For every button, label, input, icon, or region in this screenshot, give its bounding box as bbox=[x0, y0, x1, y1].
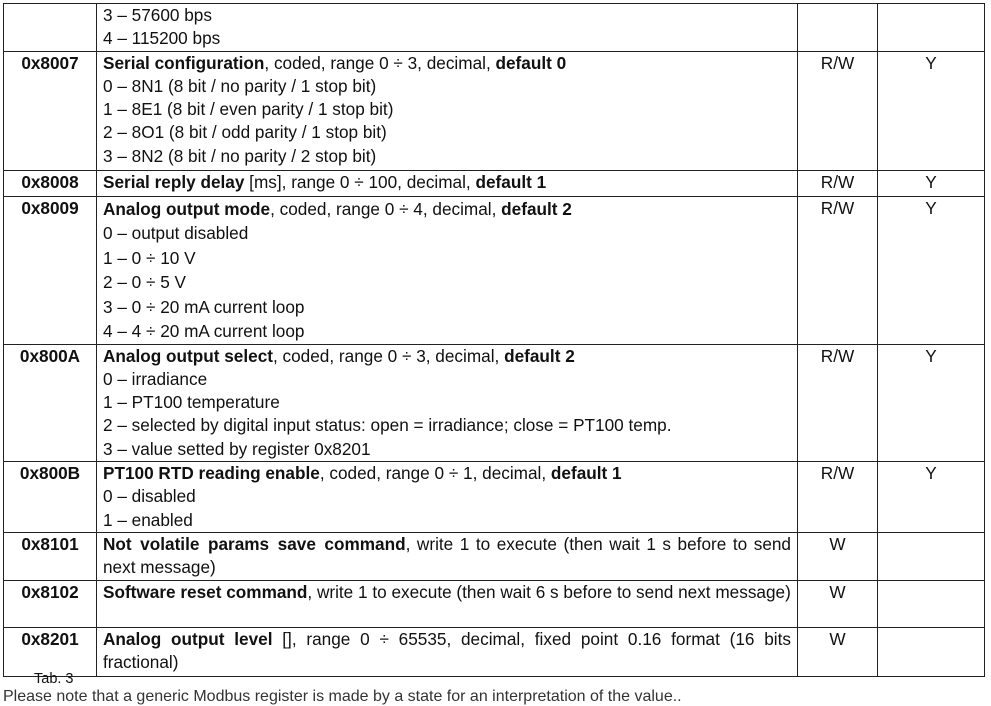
option-line: 3 – 0 ÷ 20 mA current loop bbox=[103, 296, 305, 317]
option-line: 4 – 115200 bps bbox=[103, 28, 221, 49]
table-caption: Tab. 3 bbox=[34, 671, 74, 687]
register-access: W bbox=[798, 580, 878, 627]
register-default: default 2 bbox=[504, 345, 575, 366]
register-title: Not volatile params save command bbox=[103, 533, 406, 554]
option-line: 0 – disabled bbox=[103, 486, 196, 507]
register-saved: Y bbox=[878, 196, 985, 344]
register-spec: , write 1 to execute (then wait 1 s before to send next message) bbox=[103, 533, 791, 578]
table-row bbox=[4, 532, 985, 580]
register-description bbox=[97, 4, 798, 52]
table-row bbox=[4, 627, 985, 676]
register-spec: , coded, range 0 ÷ 3, decimal, bbox=[264, 52, 496, 73]
register-address: 0x8201 bbox=[4, 627, 97, 676]
register-title: Analog output level bbox=[103, 628, 273, 649]
register-description bbox=[97, 51, 798, 170]
table-row bbox=[4, 462, 985, 533]
option-line: 2 – 0 ÷ 5 V bbox=[103, 272, 187, 293]
option-line: 1 – enabled bbox=[103, 509, 193, 530]
register-spec: , coded, range 0 ÷ 3, decimal, bbox=[272, 345, 505, 366]
option-line: 0 – irradiance bbox=[103, 368, 208, 389]
register-description bbox=[97, 627, 798, 676]
register-access: R/W bbox=[798, 462, 878, 533]
register-access: W bbox=[798, 627, 878, 676]
register-address: 0x800A bbox=[4, 344, 97, 461]
register-spec: , coded, range 0 ÷ 4, decimal, bbox=[270, 198, 502, 219]
register-access: W bbox=[798, 532, 878, 580]
option-line: 1 – 8E1 (8 bit / even parity / 1 stop bit) bbox=[103, 99, 394, 120]
option-line: 1 – PT100 temperature bbox=[103, 392, 280, 413]
table-row bbox=[4, 51, 985, 170]
register-access bbox=[798, 4, 878, 52]
register-description bbox=[97, 196, 798, 344]
table-row bbox=[4, 344, 985, 461]
register-default: default 1 bbox=[550, 463, 622, 484]
option-line: 4 – 4 ÷ 20 mA current loop bbox=[103, 321, 305, 342]
register-spec: , coded, range 0 ÷ 1, decimal, bbox=[319, 463, 551, 484]
register-address: 0x800B bbox=[4, 462, 97, 533]
register-saved: Y bbox=[878, 462, 985, 533]
register-address: 0x8007 bbox=[4, 51, 97, 170]
register-access: R/W bbox=[798, 170, 878, 196]
register-address: 0x8009 bbox=[4, 196, 97, 344]
option-line: 1 – 0 ÷ 10 V bbox=[103, 247, 196, 268]
register-saved: Y bbox=[878, 344, 985, 461]
register-saved: Y bbox=[878, 51, 985, 170]
register-description bbox=[97, 580, 798, 627]
option-line: 3 – value setted by register 0x8201 bbox=[103, 438, 371, 459]
register-title: Analog output mode bbox=[103, 198, 271, 219]
register-description bbox=[97, 462, 798, 533]
table-row bbox=[4, 4, 985, 52]
register-title: Analog output select bbox=[103, 345, 273, 366]
option-line: 3 – 8N2 (8 bit / no parity / 2 stop bit) bbox=[103, 145, 377, 166]
register-spec: [ms], range 0 ÷ 100, decimal, bbox=[244, 171, 476, 192]
table-row bbox=[4, 170, 985, 196]
register-table bbox=[3, 3, 985, 677]
register-saved bbox=[878, 4, 985, 52]
option-line: 0 – output disabled bbox=[103, 223, 249, 244]
register-title: Serial reply delay bbox=[103, 171, 245, 192]
register-address: 0x8008 bbox=[4, 170, 97, 196]
register-spec: , write 1 to execute (then wait 6 s before to send next message) bbox=[307, 581, 791, 602]
option-line: 2 – 8O1 (8 bit / odd parity / 1 stop bit) bbox=[103, 122, 387, 143]
register-description bbox=[97, 344, 798, 461]
register-saved bbox=[878, 580, 985, 627]
register-default: default 0 bbox=[495, 52, 567, 73]
table-row bbox=[4, 196, 985, 344]
register-title: Software reset command bbox=[103, 581, 308, 602]
register-spec: [], range 0 ÷ 65535, decimal, fixed point 0.16 format (16 bits fractional) bbox=[103, 628, 791, 672]
register-description bbox=[97, 170, 798, 196]
cut-off-paragraph: Please note that a generic Modbus register is made by a state for an interpretation of the value.. bbox=[3, 688, 682, 705]
register-description bbox=[97, 532, 798, 580]
register-default: default 2 bbox=[501, 198, 572, 219]
register-saved bbox=[878, 627, 985, 676]
register-address bbox=[4, 4, 97, 52]
register-address: 0x8101 bbox=[4, 532, 97, 580]
register-address: 0x8102 bbox=[4, 580, 97, 627]
register-title: Serial configuration bbox=[103, 52, 265, 73]
option-line: 2 – selected by digital input status: open = irradiance; close = PT100 temp. bbox=[103, 415, 672, 436]
register-saved bbox=[878, 532, 985, 580]
register-access: R/W bbox=[798, 344, 878, 461]
register-access: R/W bbox=[798, 196, 878, 344]
register-title: PT100 RTD reading enable bbox=[103, 463, 320, 484]
option-line: 3 – 57600 bps bbox=[103, 5, 212, 25]
register-saved: Y bbox=[878, 170, 985, 196]
table-row bbox=[4, 580, 985, 627]
register-default: default 1 bbox=[475, 171, 547, 192]
option-line: 0 – 8N1 (8 bit / no parity / 1 stop bit) bbox=[103, 75, 377, 96]
register-access: R/W bbox=[798, 51, 878, 170]
